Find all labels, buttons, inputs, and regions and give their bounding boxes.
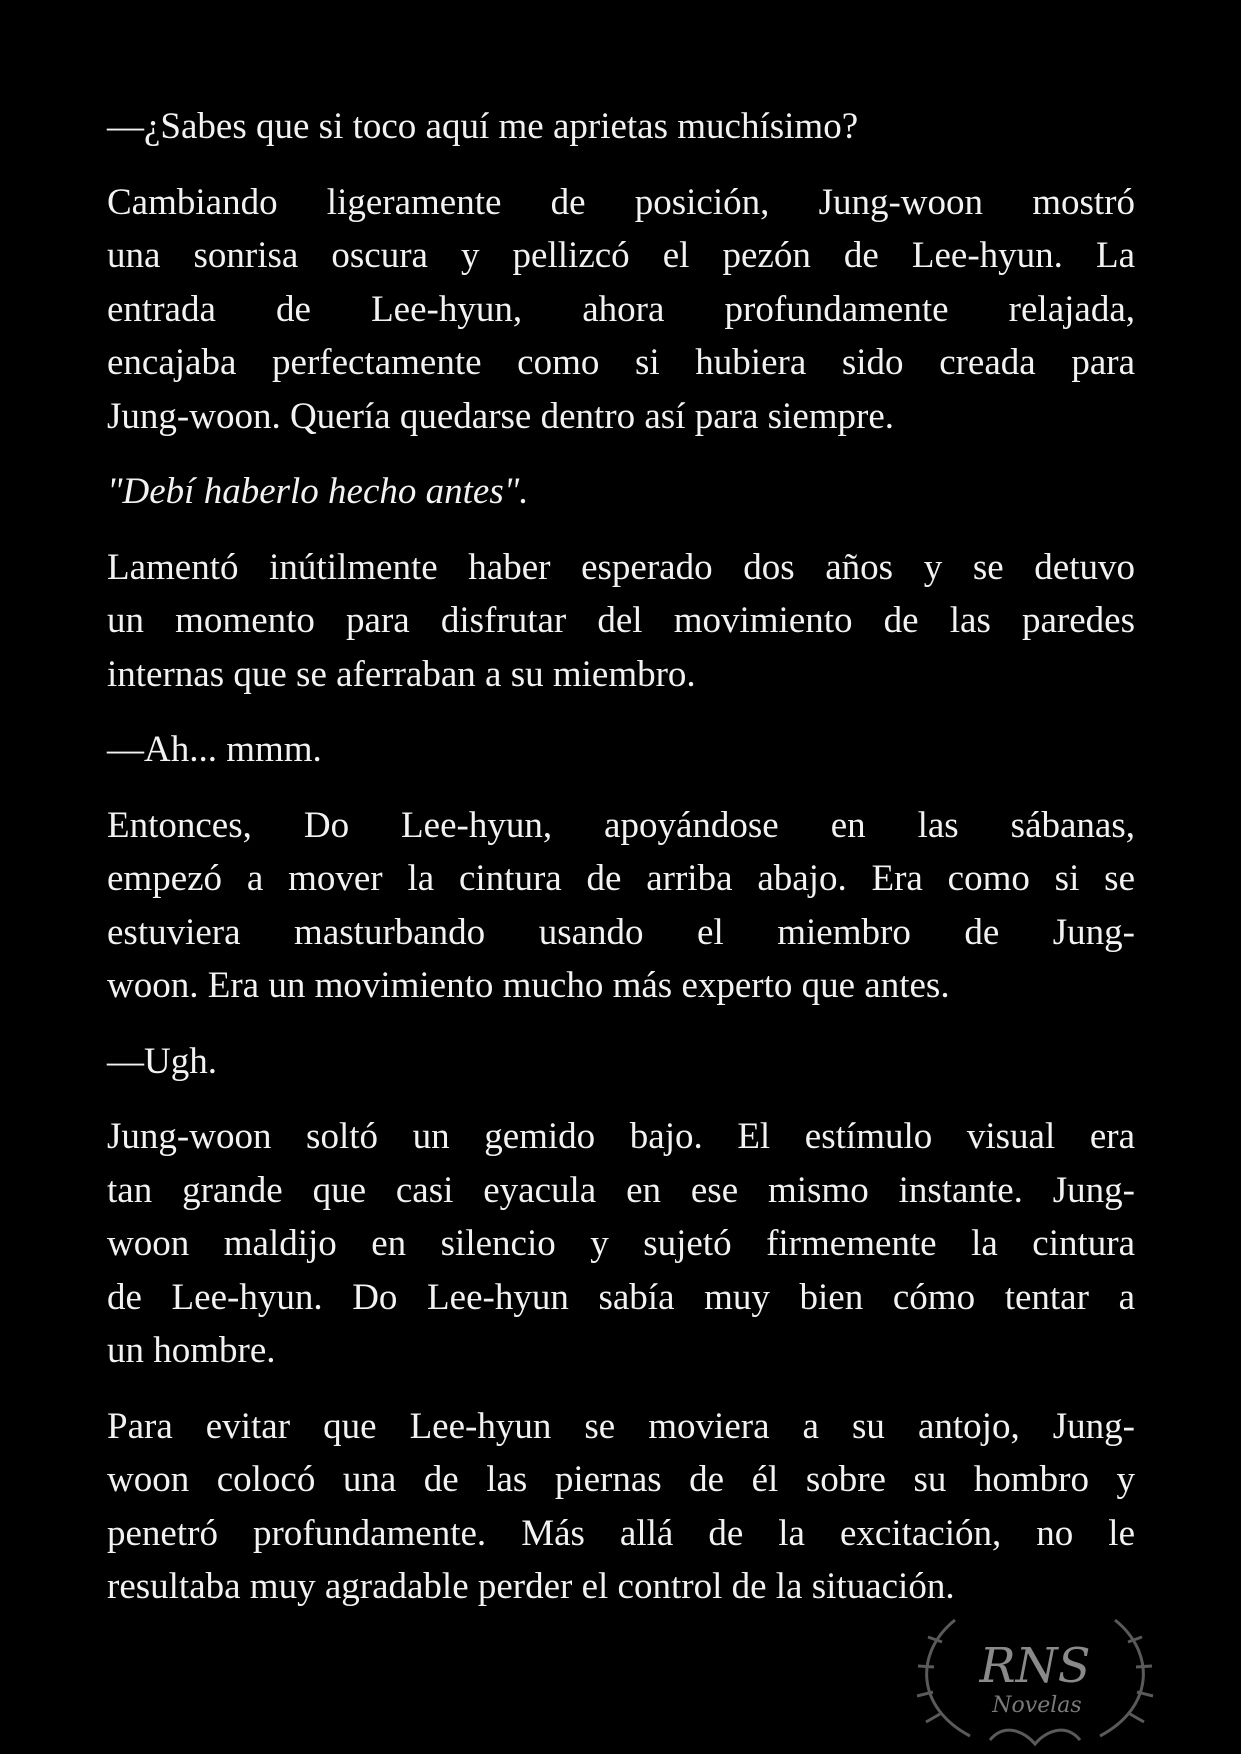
- paragraph: [107, 1035, 1135, 1089]
- paragraph: [107, 541, 1135, 702]
- paragraph: [107, 1400, 1135, 1614]
- text-line: Jung-woon. Quería quedarse dentro así para siempre.: [107, 395, 895, 437]
- paragraph: [107, 100, 1135, 154]
- paragraph: [107, 799, 1135, 1013]
- text-line: —Ah... mmm.: [107, 729, 322, 770]
- text-line: tan grande que casi eyacula en ese mismo instante. Jung-: [107, 1169, 1135, 1211]
- paragraph: [107, 723, 1135, 777]
- text-line: internas que se aferraban a su miembro.: [107, 653, 696, 695]
- watermark-logo-text: RNS: [979, 1638, 1091, 1694]
- text-line: woon maldijo en silencio y sujetó firmemente la cintura: [107, 1223, 1135, 1264]
- text-line: una sonrisa oscura y pellizcó el pezón de Lee-hyun. La: [107, 235, 1135, 276]
- text-line: un momento para disfrutar del movimiento de las paredes: [107, 600, 1135, 641]
- text-line: —Ugh.: [107, 1040, 217, 1082]
- text-line: de Lee-hyun. Do Lee-hyun sabía muy bien cómo tentar a: [107, 1276, 1135, 1318]
- text-line: woon. Era un movimiento mucho más experto que antes.: [107, 965, 950, 1006]
- text-line: entrada de Lee-hyun, ahora profundamente relajada,: [107, 288, 1135, 330]
- paragraph: [107, 1110, 1135, 1378]
- text-line: empezó a mover la cintura de arriba abajo. Era como si se: [107, 858, 1135, 899]
- text-line: un hombre.: [107, 1330, 276, 1371]
- text-line: woon colocó una de las piernas de él sobre su hombro y: [107, 1459, 1135, 1500]
- document-body: [107, 100, 1135, 1636]
- text-line: Lamentó inútilmente haber esperado dos años y se detuvo: [107, 546, 1135, 588]
- laurel-wreath-icon: [917, 1620, 1153, 1744]
- watermark-subtitle: Novelas: [992, 1693, 1082, 1718]
- text-line: resultaba muy agradable perder el control de la situación.: [107, 1566, 955, 1607]
- text-line: Para evitar que Lee-hyun se moviera a su antojo, Jung-: [107, 1405, 1135, 1447]
- text-line: Entonces, Do Lee-hyun, apoyándose en las sábanas,: [107, 804, 1135, 846]
- text-line: "Debí haberlo hecho antes".: [107, 471, 529, 512]
- paragraph: [107, 176, 1135, 444]
- text-line: Jung-woon soltó un gemido bajo. El estímulo visual era: [107, 1116, 1135, 1157]
- paragraph: [107, 465, 1135, 519]
- text-line: encajaba perfectamente como si hubiera sido creada para: [107, 342, 1135, 383]
- text-line: Cambiando ligeramente de posición, Jung-woon mostró: [107, 181, 1135, 223]
- text-line: estuviera masturbando usando el miembro de Jung-: [107, 911, 1135, 953]
- text-line: —¿Sabes que si toco aquí me aprietas muchísimo?: [107, 106, 859, 147]
- text-line: penetró profundamente. Más allá de la excitación, no le: [107, 1512, 1135, 1554]
